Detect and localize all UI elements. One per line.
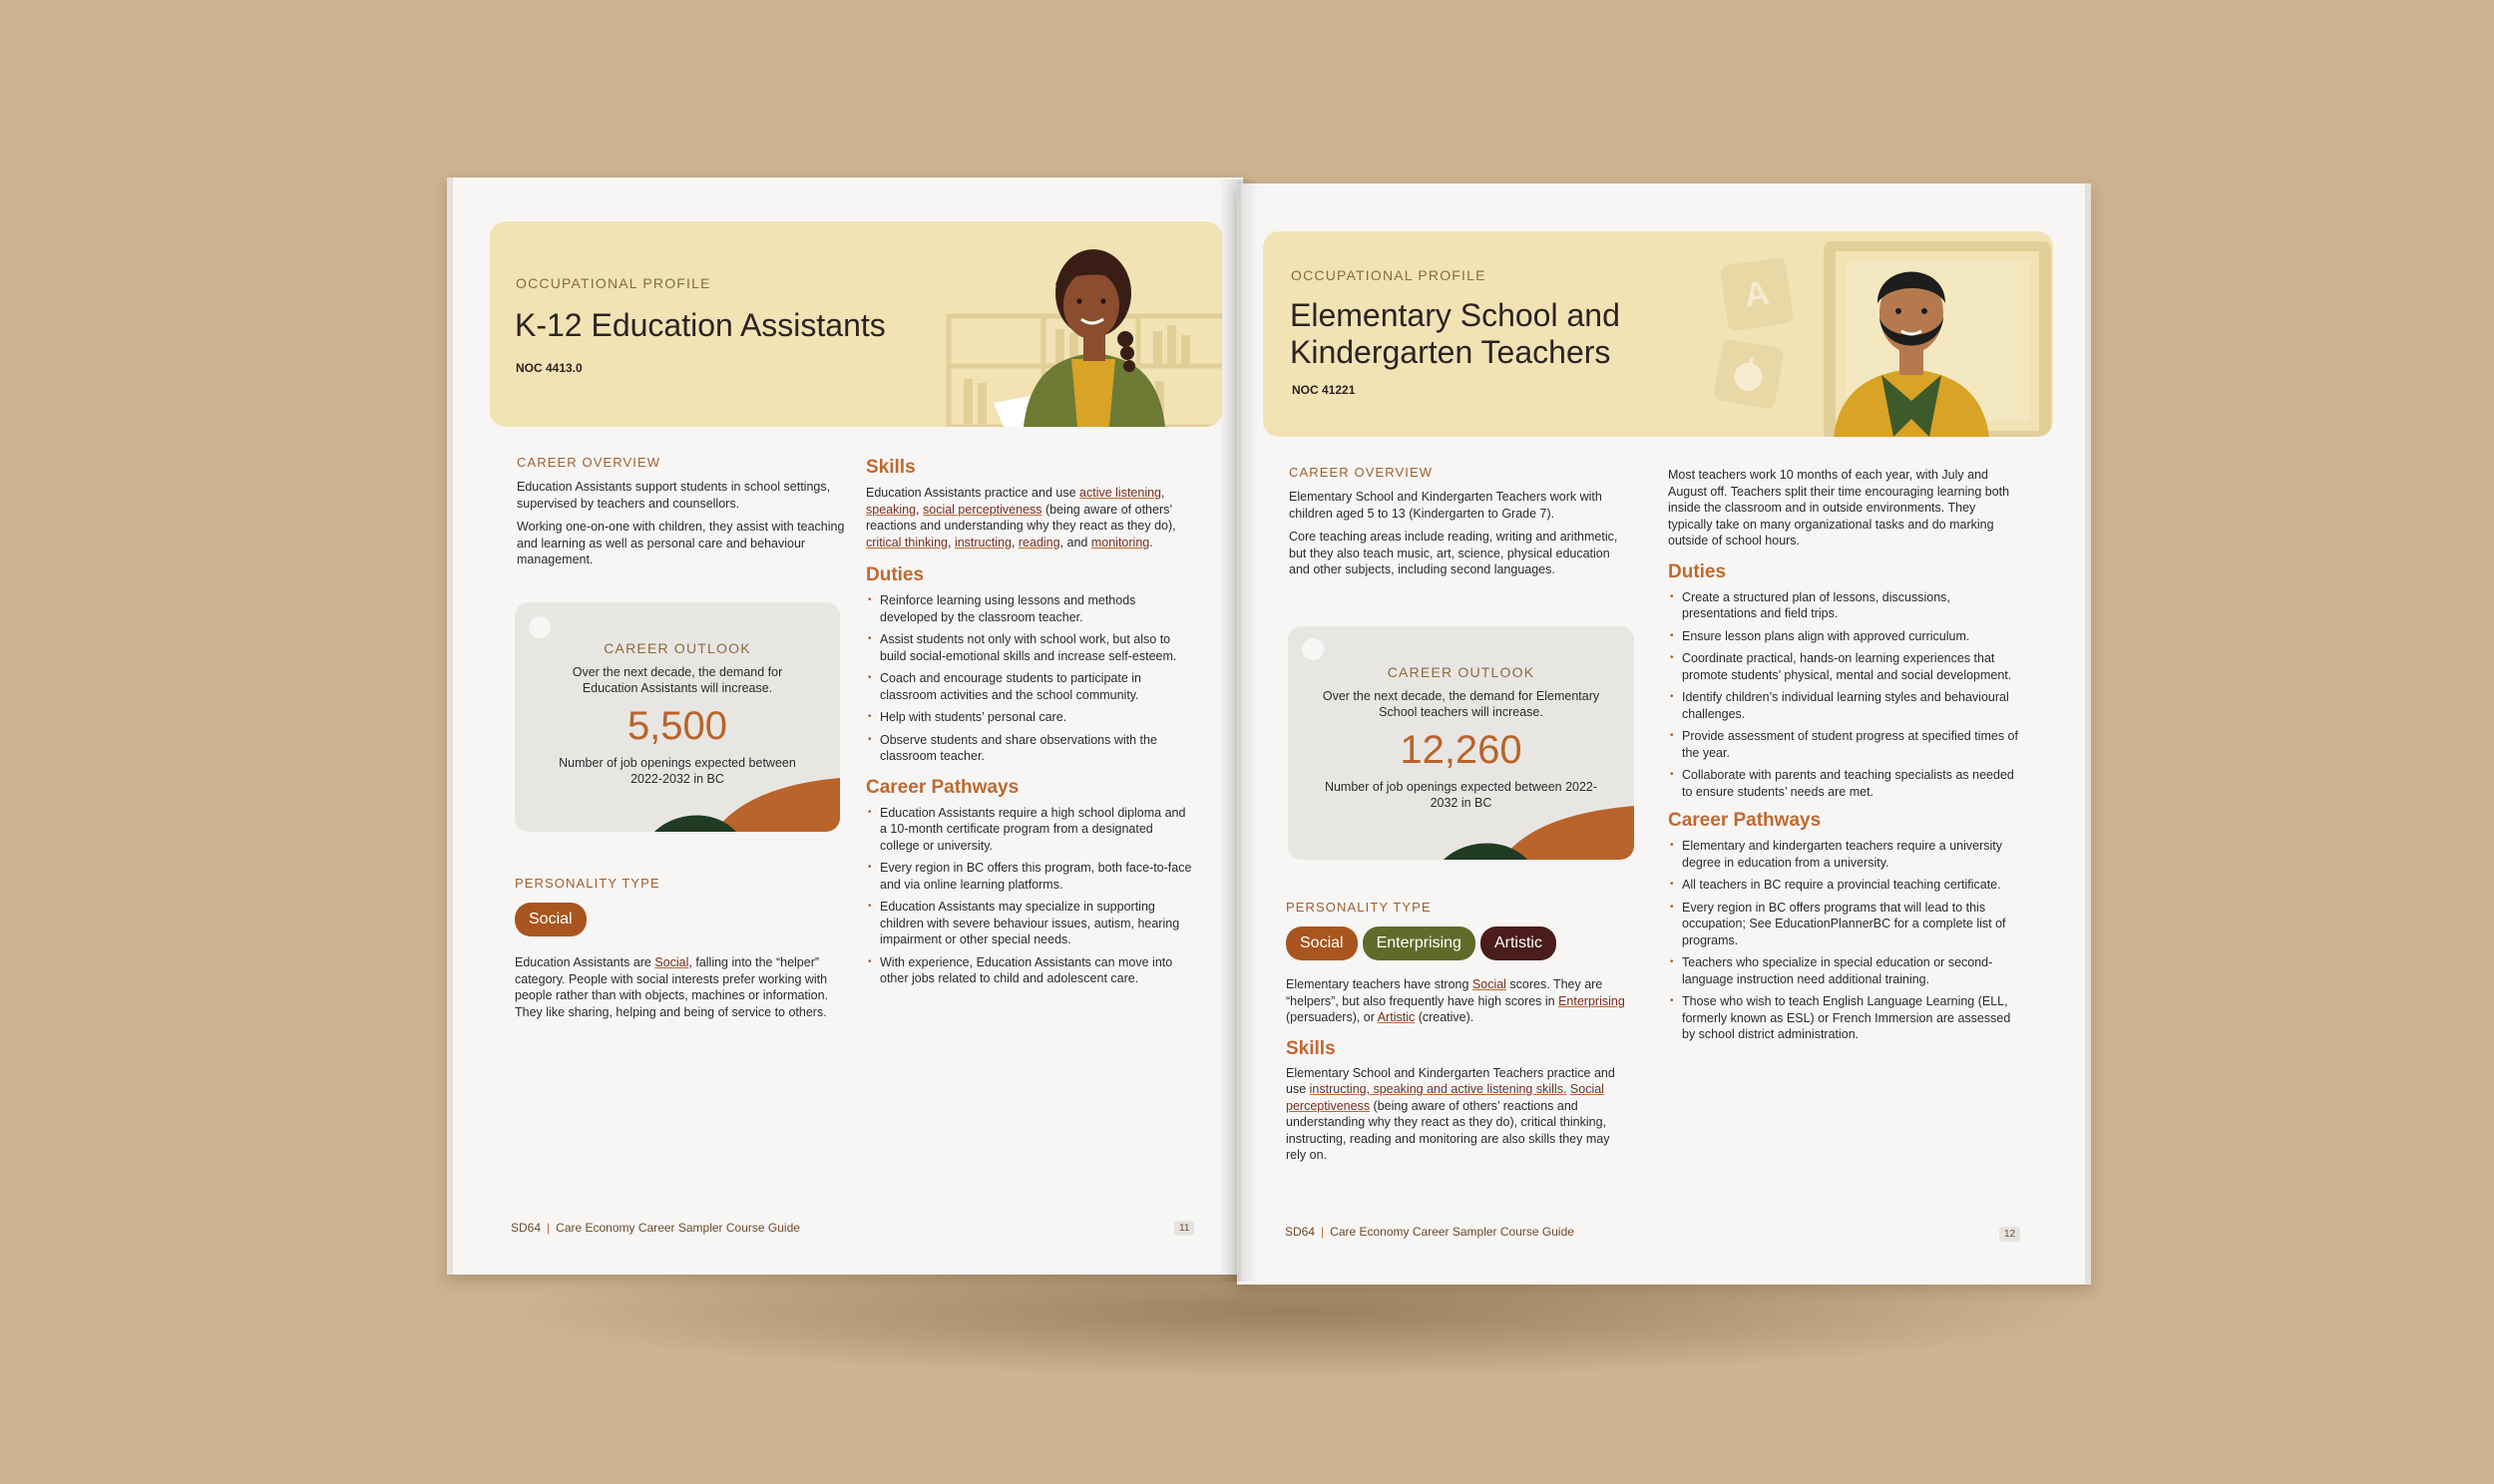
left-career-overview-heading: CAREER OVERVIEW — [517, 455, 661, 470]
apple-icon — [1713, 338, 1785, 410]
right-right-column — [1668, 467, 2019, 1049]
left-header-kicker: OCCUPATIONAL PROFILE — [516, 275, 711, 291]
right-pathways-heading: Career Pathways — [1668, 810, 1822, 831]
left-noc-code: NOC 4413.0 — [516, 361, 583, 375]
list-item: • Reinforce learning using lessons and methods developed by the classroom teacher. — [866, 592, 1195, 625]
right-skills-text: Elementary School and Kindergarten Teachers practice and use instructing, speaking and active listening skills. Social perceptiveness (being aware of others’ reactions and understanding why they react as they do), critical thinking, instructing, reading and monitoring are also skills they may rely on. — [1286, 1065, 1615, 1162]
left-outlook-heading: CAREER OUTLOOK — [604, 640, 751, 656]
right-career-overview — [1289, 465, 1626, 585]
right-career-outlook-card — [1288, 626, 1634, 860]
list-item: • Help with students’ personal care. — [866, 709, 1195, 726]
left-career-outlook-card — [515, 602, 840, 832]
pill-social: Social — [515, 903, 587, 936]
list-item: • Ensure lesson plans align with approved curriculum. — [1668, 628, 2019, 645]
left-page-number: 11 — [1174, 1221, 1194, 1236]
right-intro-text: Most teachers work 10 months of each year, with July and August off. Teachers split their time encouraging learning both inside the classroom and in outside environments. They typically take on many organizational tasks and do marking outside of school hours. — [1668, 468, 2010, 548]
right-overview-paragraph-1: Elementary School and Kindergarten Teachers work with children aged 5 to 13 (Kindergarten to Grade 7). — [1289, 490, 1602, 521]
list-item: • With experience, Education Assistants can move into other jobs related to child and adolescent care. — [866, 954, 1195, 987]
right-page-number: 12 — [1999, 1227, 2020, 1242]
pill-enterprising: Enterprising — [1363, 927, 1475, 960]
list-item: • Provide assessment of student progress at specified times of the year. — [1668, 728, 2019, 761]
left-career-overview — [517, 455, 846, 575]
left-personality-text: Education Assistants are Social, falling into the “helper” category. People with social interests prefer working with people rather than with objects, machines or information. They like sharing, helping and being of service to others. — [515, 955, 829, 1019]
list-item: • Assist students not only with school work, but also to build social-emotional skills and increase self-esteem. — [866, 631, 1195, 664]
left-overview-paragraph-1: Education Assistants support students in school settings, supervised by teachers and counsellors. — [517, 480, 831, 511]
right-personality-text: Elementary teachers have strong Social scores. They are “helpers”, but also frequently have high scores in Enterprising (persuaders), or Artistic (creative). — [1286, 977, 1625, 1024]
list-item: • Coach and encourage students to participate in classroom activities and the school community. — [866, 670, 1195, 703]
list-item: • Teachers who specialize in special education or second-language instruction need additional training. — [1668, 954, 2019, 987]
list-item: • Collaborate with parents and teaching specialists as needed to ensure students’ needs are met. — [1668, 767, 2019, 800]
left-outlook-description: Over the next decade, the demand for Education Assistants will increase. — [572, 665, 783, 695]
list-item: • Education Assistants require a high school diploma and a 10-month certificate program from a designated college or university. — [866, 805, 1195, 855]
right-outlook-description: Over the next decade, the demand for Elementary School teachers will increase. — [1322, 689, 1600, 719]
right-outlook-heading: CAREER OUTLOOK — [1387, 664, 1535, 680]
left-overview-paragraph-2: Working one-on-one with children, they assist with teaching and learning as well as personal care and behaviour management. — [517, 520, 845, 566]
left-outlook-label: Number of job openings expected between 2022-2032 in BC — [559, 756, 796, 786]
list-item: • Elementary and kindergarten teachers require a university degree in education from a university. — [1668, 838, 2019, 871]
right-personality-heading: PERSONALITY TYPE — [1286, 900, 1432, 915]
pill-social: Social — [1286, 927, 1358, 960]
left-personality-pills — [515, 903, 848, 936]
list-item: • Education Assistants may specialize in supporting children with severe behaviour issues, autism, hearing impairment or other special needs. — [866, 899, 1195, 948]
right-header-kicker: OCCUPATIONAL PROFILE — [1291, 267, 1486, 283]
right-page — [1237, 184, 2091, 1285]
left-duties-list — [866, 592, 1195, 765]
left-skills-heading: Skills — [866, 457, 916, 478]
left-footer: SD64 | Care Economy Career Sampler Course Guide — [511, 1221, 800, 1235]
list-item: • Observe students and share observations with the classroom teacher. — [866, 732, 1195, 765]
right-personality-pills — [1286, 927, 1625, 960]
education-assistant-avatar — [994, 235, 1193, 427]
right-noc-code: NOC 41221 — [1292, 383, 1356, 397]
right-footer: SD64 | Care Economy Career Sampler Course Guide — [1285, 1225, 1574, 1239]
list-item: • Identify children’s individual learning styles and behavioural challenges. — [1668, 689, 2019, 722]
right-personality-section — [1286, 900, 1625, 1164]
right-duties-list — [1668, 589, 2019, 801]
left-personality-section — [515, 876, 848, 1020]
hills-decoration — [515, 602, 840, 832]
list-item: • Create a structured plan of lessons, discussions, presentations and field trips. — [1668, 589, 2019, 622]
list-item: • Those who wish to teach English Language Learning (ELL, formerly known as ESL) or French Immersion are assessed by school district administration. — [1668, 993, 2019, 1043]
left-header-banner — [490, 221, 1222, 427]
list-item: • Every region in BC offers programs that will lead to this occupation; See EducationPlannerBC for a complete list of programs. — [1668, 900, 2019, 949]
left-page — [447, 178, 1243, 1275]
hills-decoration — [1288, 626, 1634, 860]
right-skills-heading: Skills — [1286, 1037, 1336, 1059]
left-pathways-list — [866, 805, 1195, 987]
list-item: • Every region in BC offers this program, both face-to-face and via online learning platforms. — [866, 860, 1195, 893]
letter-block-icon: A — [1720, 257, 1795, 332]
right-pathways-list — [1668, 838, 2019, 1043]
right-page-title: Elementary School and Kindergarten Teachers — [1290, 297, 1620, 371]
right-career-overview-heading: CAREER OVERVIEW — [1289, 465, 1434, 480]
left-skills-text: Education Assistants practice and use active listening, speaking, social perceptiveness (being aware of others’ reactions and understanding why they react as they do), critical thinking, instructing, reading, and monitoring. — [866, 486, 1176, 550]
left-duties-heading: Duties — [866, 564, 925, 585]
list-item: • Coordinate practical, hands-on learning experiences that promote students’ physical, mental and social development. — [1668, 650, 2019, 683]
left-pathways-heading: Career Pathways — [866, 776, 1020, 798]
pill-artistic: Artistic — [1480, 927, 1556, 960]
teacher-avatar — [1812, 251, 2011, 437]
left-right-column — [866, 457, 1195, 993]
right-duties-heading: Duties — [1668, 560, 1727, 582]
left-page-title: K-12 Education Assistants — [515, 307, 886, 343]
right-overview-paragraph-2: Core teaching areas include reading, writing and arithmetic, but they also teach music, art, science, physical education and other subjects, including second languages. — [1289, 530, 1618, 576]
left-outlook-value: 5,500 — [626, 704, 728, 748]
list-item: • All teachers in BC require a provincial teaching certificate. — [1668, 877, 2019, 894]
right-outlook-value: 12,260 — [1400, 728, 1522, 772]
right-header-banner — [1263, 231, 2053, 437]
right-outlook-label: Number of job openings expected between 2022-2032 in BC — [1324, 780, 1598, 810]
left-personality-heading: PERSONALITY TYPE — [515, 876, 660, 891]
apple-block-icon — [1713, 338, 1785, 410]
book-gutter — [1219, 180, 1259, 1282]
